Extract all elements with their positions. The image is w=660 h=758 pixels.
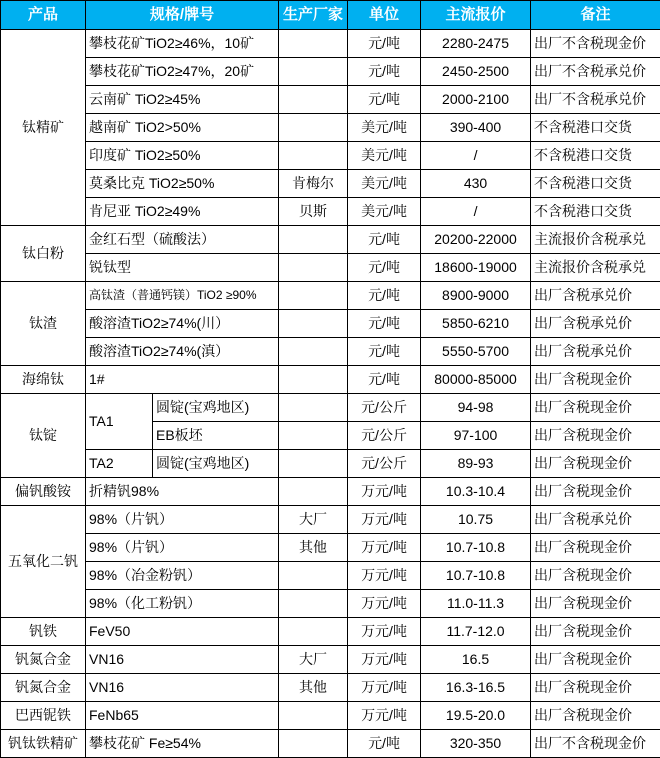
spec-cell: 越南矿 TiO2>50%: [86, 114, 279, 142]
unit-cell: 元/吨: [348, 226, 421, 254]
note-cell: 不含税港口交货: [531, 142, 660, 170]
vendor-cell: [279, 478, 348, 506]
vendor-cell: [279, 310, 348, 338]
price-cell: 19.5-20.0: [421, 702, 531, 730]
vendor-cell: [279, 618, 348, 646]
note-cell: 出厂含税现金价: [531, 590, 660, 618]
col-header-note: 备注: [531, 1, 660, 30]
unit-cell: 元/吨: [348, 58, 421, 86]
price-cell: 2450-2500: [421, 58, 531, 86]
unit-cell: 美元/吨: [348, 142, 421, 170]
product-cell: 钒氮合金: [1, 646, 86, 674]
unit-cell: 元/吨: [348, 338, 421, 366]
note-cell: 出厂含税现金价: [531, 450, 660, 478]
vendor-cell: [279, 422, 348, 450]
vendor-cell: [279, 394, 348, 422]
note-cell: 出厂不含税现金价: [531, 730, 660, 758]
table-row: [1, 730, 660, 758]
note-cell: 不含税港口交货: [531, 114, 660, 142]
unit-cell: 元/公斤: [348, 394, 421, 422]
spec-cell: 肯尼亚 TiO2≥49%: [86, 198, 279, 226]
spec-cell: 莫桑比克 TiO2≥50%: [86, 170, 279, 198]
unit-cell: 万元/吨: [348, 506, 421, 534]
price-cell: 18600-19000: [421, 254, 531, 282]
table-row: [1, 478, 660, 506]
spec-type-cell: 圆锭(宝鸡地区): [153, 450, 279, 478]
spec-cell: 酸溶渣TiO2≥74%(滇）: [86, 338, 279, 366]
table-row: [1, 702, 660, 730]
note-cell: 出厂不含税现金价: [531, 30, 660, 58]
vendor-cell: 肯梅尔: [279, 170, 348, 198]
spec-cell: 酸溶渣TiO2≥74%(川）: [86, 310, 279, 338]
spec-cell: 云南矿 TiO2≥45%: [86, 86, 279, 114]
unit-cell: 万元/吨: [348, 590, 421, 618]
spec-cell: 锐钛型: [86, 254, 279, 282]
unit-cell: 美元/吨: [348, 198, 421, 226]
spec-cell: VN16: [86, 646, 279, 674]
unit-cell: 万元/吨: [348, 702, 421, 730]
spec-cell: 金红石型（硫酸法）: [86, 226, 279, 254]
spec-type-cell: 圆锭(宝鸡地区): [153, 394, 279, 422]
product-cell: 钛锭: [1, 394, 86, 478]
vendor-cell: [279, 86, 348, 114]
unit-cell: 万元/吨: [348, 646, 421, 674]
note-cell: 出厂含税现金价: [531, 702, 660, 730]
vendor-cell: [279, 366, 348, 394]
table-row: [1, 254, 660, 282]
header-row: [1, 1, 660, 30]
price-cell: 20200-22000: [421, 226, 531, 254]
note-cell: 主流报价含税承兑: [531, 254, 660, 282]
product-cell: 钒铁: [1, 618, 86, 646]
product-cell: 钛精矿: [1, 30, 86, 226]
product-cell: 钒氮合金: [1, 674, 86, 702]
vendor-cell: 贝斯: [279, 198, 348, 226]
price-cell: 10.7-10.8: [421, 562, 531, 590]
unit-cell: 万元/吨: [348, 674, 421, 702]
table-row: [1, 590, 660, 618]
price-cell: 5850-6210: [421, 310, 531, 338]
note-cell: 出厂含税承兑价: [531, 282, 660, 310]
product-cell: 五氧化二钒: [1, 506, 86, 618]
spec-cell: 98%（片钒）: [86, 506, 279, 534]
note-cell: 出厂不含税承兑价: [531, 86, 660, 114]
spec-cell: 折精钒98%: [86, 478, 279, 506]
vendor-cell: [279, 562, 348, 590]
table-row: [1, 646, 660, 674]
price-cell: 2280-2475: [421, 30, 531, 58]
unit-cell: 元/吨: [348, 30, 421, 58]
col-header-unit: 单位: [348, 1, 421, 30]
spec-cell: 印度矿 TiO2≥50%: [86, 142, 279, 170]
spec-cell: 98%（冶金粉钒）: [86, 562, 279, 590]
col-header-spec: 规格/牌号: [86, 1, 279, 30]
vendor-cell: 其他: [279, 674, 348, 702]
vendor-cell: [279, 226, 348, 254]
unit-cell: 美元/吨: [348, 114, 421, 142]
vendor-cell: [279, 30, 348, 58]
price-cell: 89-93: [421, 450, 531, 478]
note-cell: 不含税港口交货: [531, 198, 660, 226]
price-cell: 11.0-11.3: [421, 590, 531, 618]
price-cell: 80000-85000: [421, 366, 531, 394]
table-row: [1, 618, 660, 646]
product-cell: 海绵钛: [1, 366, 86, 394]
note-cell: 出厂含税现金价: [531, 394, 660, 422]
table-row: [1, 30, 660, 58]
price-cell: 8900-9000: [421, 282, 531, 310]
unit-cell: 元/吨: [348, 86, 421, 114]
note-cell: 出厂不含税承兑价: [531, 58, 660, 86]
price-cell: 94-98: [421, 394, 531, 422]
product-cell: 钛渣: [1, 282, 86, 366]
spec-cell: 攀枝花矿 Fe≥54%: [86, 730, 279, 758]
table-row: [1, 310, 660, 338]
price-cell: 430: [421, 170, 531, 198]
note-cell: 不含税港口交货: [531, 170, 660, 198]
note-cell: 出厂含税现金价: [531, 618, 660, 646]
table-row: [1, 394, 660, 422]
table-row: [1, 226, 660, 254]
col-header-vendor: 生产厂家: [279, 1, 348, 30]
vendor-cell: [279, 114, 348, 142]
vendor-cell: 大厂: [279, 506, 348, 534]
table-row: [1, 450, 660, 478]
note-cell: 出厂含税现金价: [531, 422, 660, 450]
table-row: [1, 562, 660, 590]
vendor-cell: [279, 702, 348, 730]
spec-grade-cell: TA2: [86, 450, 153, 478]
price-cell: 320-350: [421, 730, 531, 758]
spec-cell: FeNb65: [86, 702, 279, 730]
unit-cell: 元/吨: [348, 254, 421, 282]
spec-cell: 1#: [86, 366, 279, 394]
price-cell: 10.3-10.4: [421, 478, 531, 506]
product-cell: 偏钒酸铵: [1, 478, 86, 506]
note-cell: 出厂含税承兑价: [531, 310, 660, 338]
unit-cell: 元/吨: [348, 366, 421, 394]
unit-cell: 美元/吨: [348, 170, 421, 198]
table-row: [1, 534, 660, 562]
table-row: [1, 142, 660, 170]
price-cell: 16.5: [421, 646, 531, 674]
col-header-product: 产品: [1, 1, 86, 30]
price-cell: 390-400: [421, 114, 531, 142]
note-cell: 出厂含税现金价: [531, 562, 660, 590]
spec-cell: 攀枝花矿TiO2≥46%，10矿: [86, 30, 279, 58]
note-cell: 主流报价含税承兑: [531, 226, 660, 254]
spec-cell: 98%（化工粉钒）: [86, 590, 279, 618]
note-cell: 出厂含税现金价: [531, 534, 660, 562]
table-row: [1, 674, 660, 702]
table-row: [1, 366, 660, 394]
table-row: [1, 338, 660, 366]
unit-cell: 元/公斤: [348, 422, 421, 450]
vendor-cell: [279, 590, 348, 618]
note-cell: 出厂含税现金价: [531, 674, 660, 702]
price-cell: 5550-5700: [421, 338, 531, 366]
price-cell: 97-100: [421, 422, 531, 450]
vendor-cell: [279, 254, 348, 282]
unit-cell: 万元/吨: [348, 562, 421, 590]
vendor-cell: [279, 338, 348, 366]
note-cell: 出厂含税现金价: [531, 478, 660, 506]
table-row: [1, 114, 660, 142]
note-cell: 出厂含税承兑价: [531, 506, 660, 534]
note-cell: 出厂含税现金价: [531, 366, 660, 394]
table-row: [1, 86, 660, 114]
vendor-cell: 大厂: [279, 646, 348, 674]
spec-cell: 98%（片钒）: [86, 534, 279, 562]
vendor-cell: 其他: [279, 534, 348, 562]
table-row: [1, 282, 660, 310]
table-row: [1, 198, 660, 226]
product-cell: 巴西铌铁: [1, 702, 86, 730]
unit-cell: 万元/吨: [348, 534, 421, 562]
unit-cell: 元/吨: [348, 310, 421, 338]
vendor-cell: [279, 282, 348, 310]
table-row: [1, 506, 660, 534]
note-cell: 出厂含税承兑价: [531, 338, 660, 366]
price-cell: 10.75: [421, 506, 531, 534]
vendor-cell: [279, 730, 348, 758]
unit-cell: 元/公斤: [348, 450, 421, 478]
price-cell: 16.3-16.5: [421, 674, 531, 702]
unit-cell: 元/吨: [348, 730, 421, 758]
spec-cell: FeV50: [86, 618, 279, 646]
vendor-cell: [279, 58, 348, 86]
note-cell: 出厂含税现金价: [531, 646, 660, 674]
product-cell: 钛白粉: [1, 226, 86, 282]
price-cell: 10.7-10.8: [421, 534, 531, 562]
vendor-cell: [279, 142, 348, 170]
spec-cell: 高钛渣（普通钙镁）TiO2 ≥90%: [86, 282, 279, 310]
spec-cell: VN16: [86, 674, 279, 702]
spec-grade-cell: TA1: [86, 394, 153, 450]
price-cell: 11.7-12.0: [421, 618, 531, 646]
spec-cell: 攀枝花矿TiO2≥47%，20矿: [86, 58, 279, 86]
price-cell: 2000-2100: [421, 86, 531, 114]
unit-cell: 元/吨: [348, 282, 421, 310]
col-header-price: 主流报价: [421, 1, 531, 30]
price-cell: /: [421, 142, 531, 170]
spec-type-cell: EB板坯: [153, 422, 279, 450]
vendor-cell: [279, 450, 348, 478]
unit-cell: 万元/吨: [348, 478, 421, 506]
product-cell: 钒钛铁精矿: [1, 730, 86, 758]
table-row: [1, 170, 660, 198]
table-row: [1, 58, 660, 86]
price-cell: /: [421, 198, 531, 226]
unit-cell: 万元/吨: [348, 618, 421, 646]
